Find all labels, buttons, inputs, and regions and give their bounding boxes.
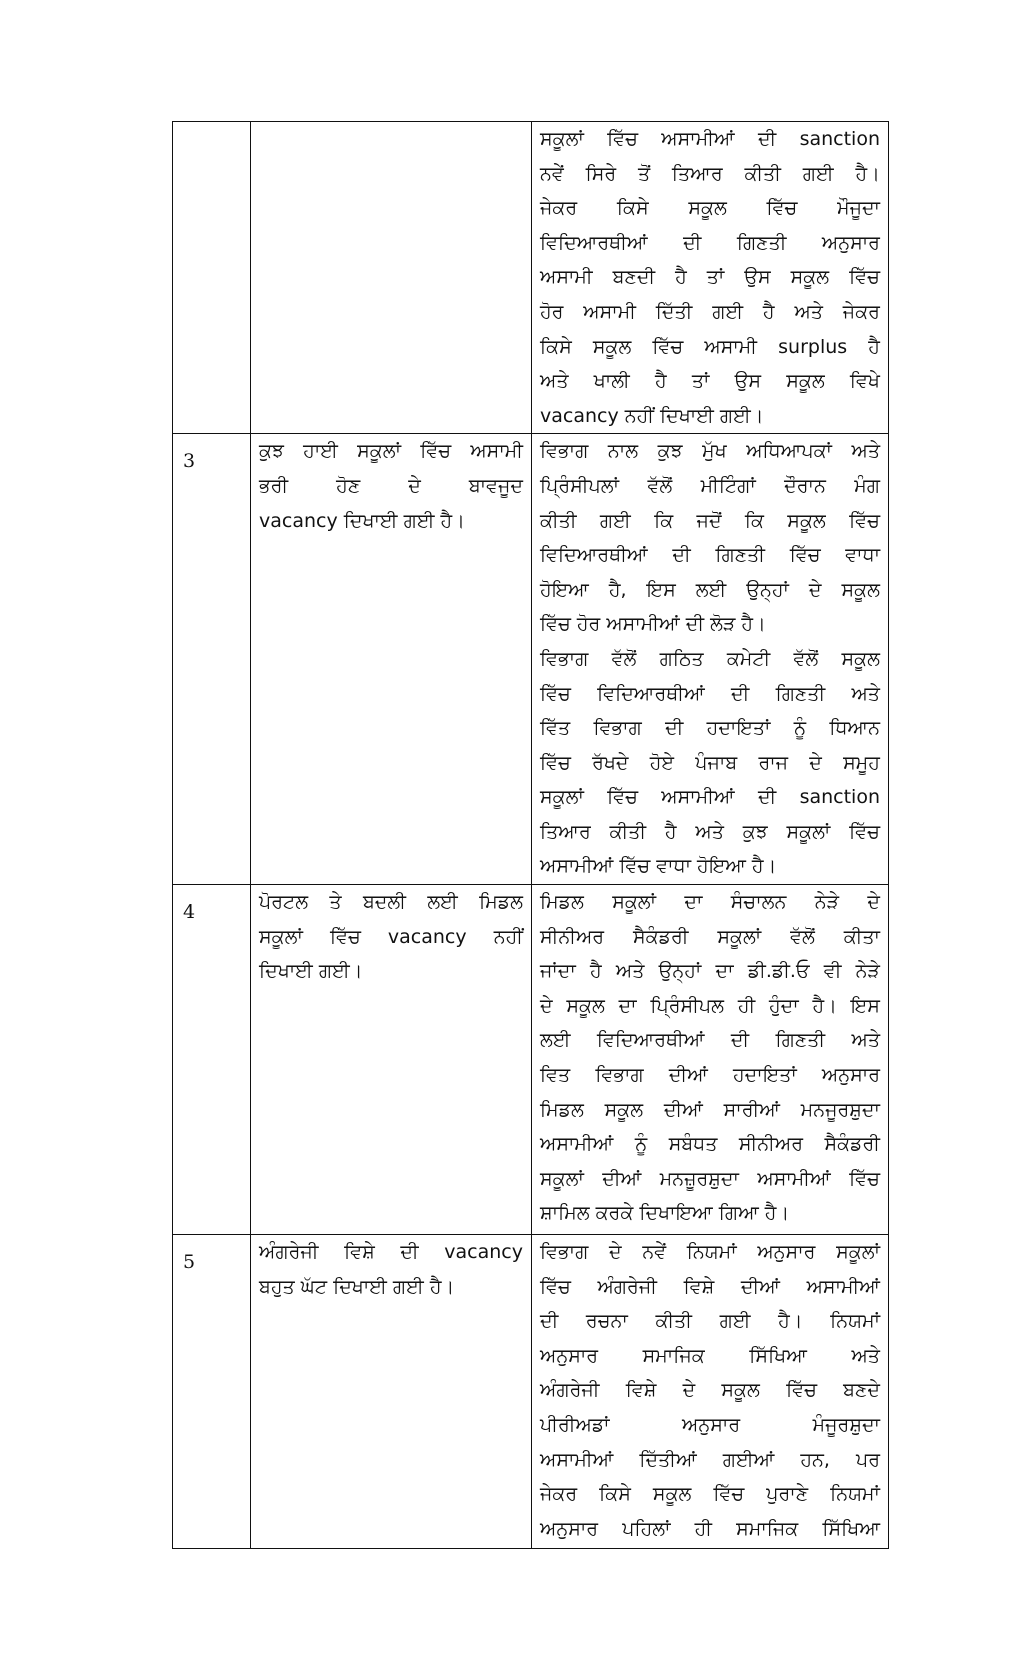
text-line: ਪੋਰਟਲ ਤੇ ਬਦਲੀ ਲਈ ਮਿਡਲ bbox=[259, 891, 523, 914]
text-line: ਨਵੇਂ ਸਿਰੇ ਤੋਂ ਤਿਆਰ ਕੀਤੀ ਗਈ ਹੈ। bbox=[540, 162, 880, 185]
text-line: ਵਿਦਿਆਰਥੀਆਂ ਦੀ ਗਿਣਤੀ ਵਿੱਚ ਵਾਧਾ bbox=[540, 544, 880, 567]
reply-text bbox=[532, 434, 888, 884]
text-line: ਕੁਝ ਹਾਈ ਸਕੂਲਾਂ ਵਿੱਚ ਅਸਾਮੀ bbox=[259, 440, 523, 463]
text-line: ਅਸਾਮੀਆਂ ਨੂੰ ਸਬੰਧਤ ਸੀਨੀਅਰ ਸੈਕੰਡਰੀ bbox=[540, 1133, 880, 1156]
text-line: ਦਿਖਾਈ ਗਈ। bbox=[259, 960, 363, 983]
text-line: ਅਸਾਮੀ ਬਣਦੀ ਹੈ ਤਾਂ ਉਸ ਸਕੂਲ ਵਿੱਚ bbox=[540, 266, 880, 289]
text-line: ਵਿੱਚ ਰੱਖਦੇ ਹੋਏ ਪੰਜਾਬ ਰਾਜ ਦੇ ਸਮੂਹ bbox=[540, 751, 880, 774]
text-line: ਅਸਾਮੀਆਂ ਦਿੱਤੀਆਂ ਗਈਆਂ ਹਨ, ਪਰ bbox=[540, 1448, 880, 1471]
text-line: ਸ਼ਾਮਿਲ ਕਰਕੇ ਦਿਖਾਇਆ ਗਿਆ ਹੈ। bbox=[540, 1202, 790, 1225]
text-line: ਵਿਭਾਗ ਨਾਲ ਕੁਝ ਮੁੱਖ ਅਧਿਆਪਕਾਂ ਅਤੇ bbox=[540, 440, 880, 463]
table-row bbox=[173, 122, 889, 434]
text-line: ਵਿਭਾਗ ਦੇ ਨਵੇਂ ਨਿਯਮਾਂ ਅਨੁਸਾਰ ਸਕੂਲਾਂ bbox=[540, 1241, 880, 1264]
text-line: ਤਿਆਰ ਕੀਤੀ ਹੈ ਅਤੇ ਕੁਝ ਸਕੂਲਾਂ ਵਿੱਚ bbox=[540, 820, 880, 843]
issue-cell bbox=[251, 122, 532, 434]
text-line: ਵਿੱਤ ਵਿਭਾਗ ਦੀ ਹਦਾਇਤਾਂ ਨੂੰ ਧਿਆਨ bbox=[540, 717, 880, 740]
text-line: ਸੀਨੀਅਰ ਸੈਕੰਡਰੀ ਸਕੂਲਾਂ ਵੱਲੋਂ ਕੀਤਾ bbox=[540, 925, 880, 948]
text-line: ਜਾਂਦਾ ਹੈ ਅਤੇ ਉਨ੍ਹਾਂ ਦਾ ਡੀ.ਡੀ.ਓ ਵੀ ਨੇੜੇ bbox=[540, 960, 880, 983]
serial-number: 3 bbox=[183, 450, 196, 473]
text-line: ਜੇਕਰ ਕਿਸੇ ਸਕੂਲ ਵਿੱਚ ਮੌਜੂਦਾ bbox=[540, 197, 880, 220]
text-line: vacancy ਨਹੀਂ ਦਿਖਾਈ ਗਈ। bbox=[540, 404, 764, 427]
serial-number-cell bbox=[173, 122, 251, 434]
text-line: ਸਕੂਲਾਂ ਵਿੱਚ ਅਸਾਮੀਆਂ ਦੀ sanction bbox=[540, 128, 880, 150]
text-line: ਵਿੱਚ ਹੋਰ ਅਸਾਮੀਆਂ ਦੀ ਲੋੜ ਹੈ। bbox=[540, 613, 766, 636]
text-line: ਲਈ ਵਿਦਿਆਰਥੀਆਂ ਦੀ ਗਿਣਤੀ ਅਤੇ bbox=[540, 1029, 880, 1052]
table-row bbox=[173, 885, 889, 1235]
reply-text bbox=[532, 885, 888, 1231]
serial-number: 4 bbox=[183, 901, 196, 924]
serial-number-cell bbox=[173, 434, 251, 885]
text-line: ਪ੍ਰਿੰਸੀਪਲਾਂ ਵੱਲੋਂ ਮੀਟਿੰਗਾਂ ਦੌਰਾਨ ਮੰਗ bbox=[540, 474, 880, 497]
text-line: ਵਿੱਚ ਵਿਦਿਆਰਥੀਆਂ ਦੀ ਗਿਣਤੀ ਅਤੇ bbox=[540, 682, 880, 705]
text-line: ਕੀਤੀ ਗਈ ਕਿ ਜਦੋਂ ਕਿ ਸਕੂਲ ਵਿੱਚ bbox=[540, 509, 880, 532]
issue-cell bbox=[251, 1235, 532, 1549]
table-row bbox=[173, 1235, 889, 1549]
text-line: ਅਨੁਸਾਰ ਪਹਿਲਾਂ ਹੀ ਸਮਾਜਿਕ ਸਿੱਖਿਆ bbox=[540, 1517, 880, 1540]
text-line: ਸਕੂਲਾਂ ਦੀਆਂ ਮਨਜ਼ੂਰਸ਼ੁਦਾ ਅਸਾਮੀਆਂ ਵਿੱਚ bbox=[540, 1167, 880, 1190]
text-line: ਦੇ ਸਕੂਲ ਦਾ ਪ੍ਰਿੰਸੀਪਲ ਹੀ ਹੁੰਦਾ ਹੈ। ਇਸ bbox=[540, 994, 880, 1017]
text-line: ਅੰਗਰੇਜੀ ਵਿਸ਼ੇ ਦੇ ਸਕੂਲ ਵਿੱਚ ਬਣਦੇ bbox=[540, 1379, 880, 1402]
reply-cell bbox=[532, 434, 889, 885]
text-line: vacancy ਦਿਖਾਈ ਗਈ ਹੈ। bbox=[259, 509, 465, 532]
text-line: ਵਿਤ ਵਿਭਾਗ ਦੀਆਂ ਹਦਾਇਤਾਂ ਅਨੁਸਾਰ bbox=[540, 1064, 880, 1087]
document-table bbox=[172, 121, 889, 1549]
reply-text bbox=[532, 1235, 888, 1546]
reply-cell bbox=[532, 122, 889, 434]
issue-text bbox=[251, 434, 531, 544]
text-line: ਵਿਭਾਗ ਵੱਲੋਂ ਗਠਿਤ ਕਮੇਟੀ ਵੱਲੋਂ ਸਕੂਲ bbox=[540, 647, 880, 670]
issue-cell bbox=[251, 434, 532, 885]
text-line: ਅਸਾਮੀਆਂ ਵਿੱਚ ਵਾਧਾ ਹੋਇਆ ਹੈ। bbox=[540, 855, 777, 878]
text-line: ਵਿਦਿਆਰਥੀਆਂ ਦੀ ਗਿਣਤੀ ਅਨੁਸਾਰ bbox=[540, 231, 880, 254]
text-line: ਮਿਡਲ ਸਕੂਲ ਦੀਆਂ ਸਾਰੀਆਂ ਮਨਜੂਰਸ਼ੁਦਾ bbox=[540, 1098, 880, 1121]
text-line: ਮਿਡਲ ਸਕੂਲਾਂ ਦਾ ਸੰਚਾਲਨ ਨੇੜੇ ਦੇ bbox=[540, 891, 880, 914]
text-line: ਸਕੂਲਾਂ ਵਿੱਚ vacancy ਨਹੀਂ bbox=[259, 925, 523, 948]
text-line: ਕਿਸੇ ਸਕੂਲ ਵਿੱਚ ਅਸਾਮੀ surplus ਹੈ bbox=[540, 335, 880, 358]
text-line: ਬਹੁਤ ਘੱਟ ਦਿਖਾਈ ਗਈ ਹੈ। bbox=[259, 1275, 455, 1298]
text-line: ਪੀਰੀਅਡਾਂ ਅਨੁਸਾਰ ਮੰਜੂਰਸ਼ੁਦਾ bbox=[540, 1414, 880, 1437]
serial-number-cell bbox=[173, 885, 251, 1235]
issue-text bbox=[251, 1235, 531, 1310]
text-line: ਭਰੀ ਹੋਣ ਦੇ ਬਾਵਜੂਦ bbox=[259, 474, 523, 497]
table-row bbox=[173, 434, 889, 885]
serial-number-cell bbox=[173, 1235, 251, 1549]
reply-text bbox=[532, 122, 888, 433]
reply-cell bbox=[532, 885, 889, 1235]
text-line: ਦੀ ਰਚਨਾ ਕੀਤੀ ਗਈ ਹੈ। ਨਿਯਮਾਂ bbox=[540, 1310, 880, 1333]
serial-number: 5 bbox=[183, 1251, 196, 1274]
text-line: ਅਨੁਸਾਰ ਸਮਾਜਿਕ ਸਿੱਖਿਆ ਅਤੇ bbox=[540, 1344, 880, 1367]
issue-cell bbox=[251, 885, 532, 1235]
text-line: ਹੋਰ ਅਸਾਮੀ ਦਿੱਤੀ ਗਈ ਹੈ ਅਤੇ ਜੇਕਰ bbox=[540, 300, 880, 323]
reply-cell bbox=[532, 1235, 889, 1549]
text-line: ਸਕੂਲਾਂ ਵਿੱਚ ਅਸਾਮੀਆਂ ਦੀ sanction bbox=[540, 786, 880, 809]
text-line: ਹੋਇਆ ਹੈ, ਇਸ ਲਈ ਉਨ੍ਹਾਂ ਦੇ ਸਕੂਲ bbox=[540, 578, 880, 601]
text-line: ਅਤੇ ਖਾਲੀ ਹੈ ਤਾਂ ਉਸ ਸਕੂਲ ਵਿਖੇ bbox=[540, 370, 880, 393]
text-line: ਵਿੱਚ ਅੰਗਰੇਜੀ ਵਿਸ਼ੇ ਦੀਆਂ ਅਸਾਮੀਆਂ bbox=[540, 1275, 880, 1298]
text-line: ਅੰਗਰੇਜੀ ਵਿਸ਼ੇ ਦੀ vacancy bbox=[259, 1241, 523, 1264]
issue-text bbox=[251, 885, 531, 995]
text-line: ਜੇਕਰ ਕਿਸੇ ਸਕੂਲ ਵਿੱਚ ਪੁਰਾਣੇ ਨਿਯਮਾਂ bbox=[540, 1483, 880, 1506]
